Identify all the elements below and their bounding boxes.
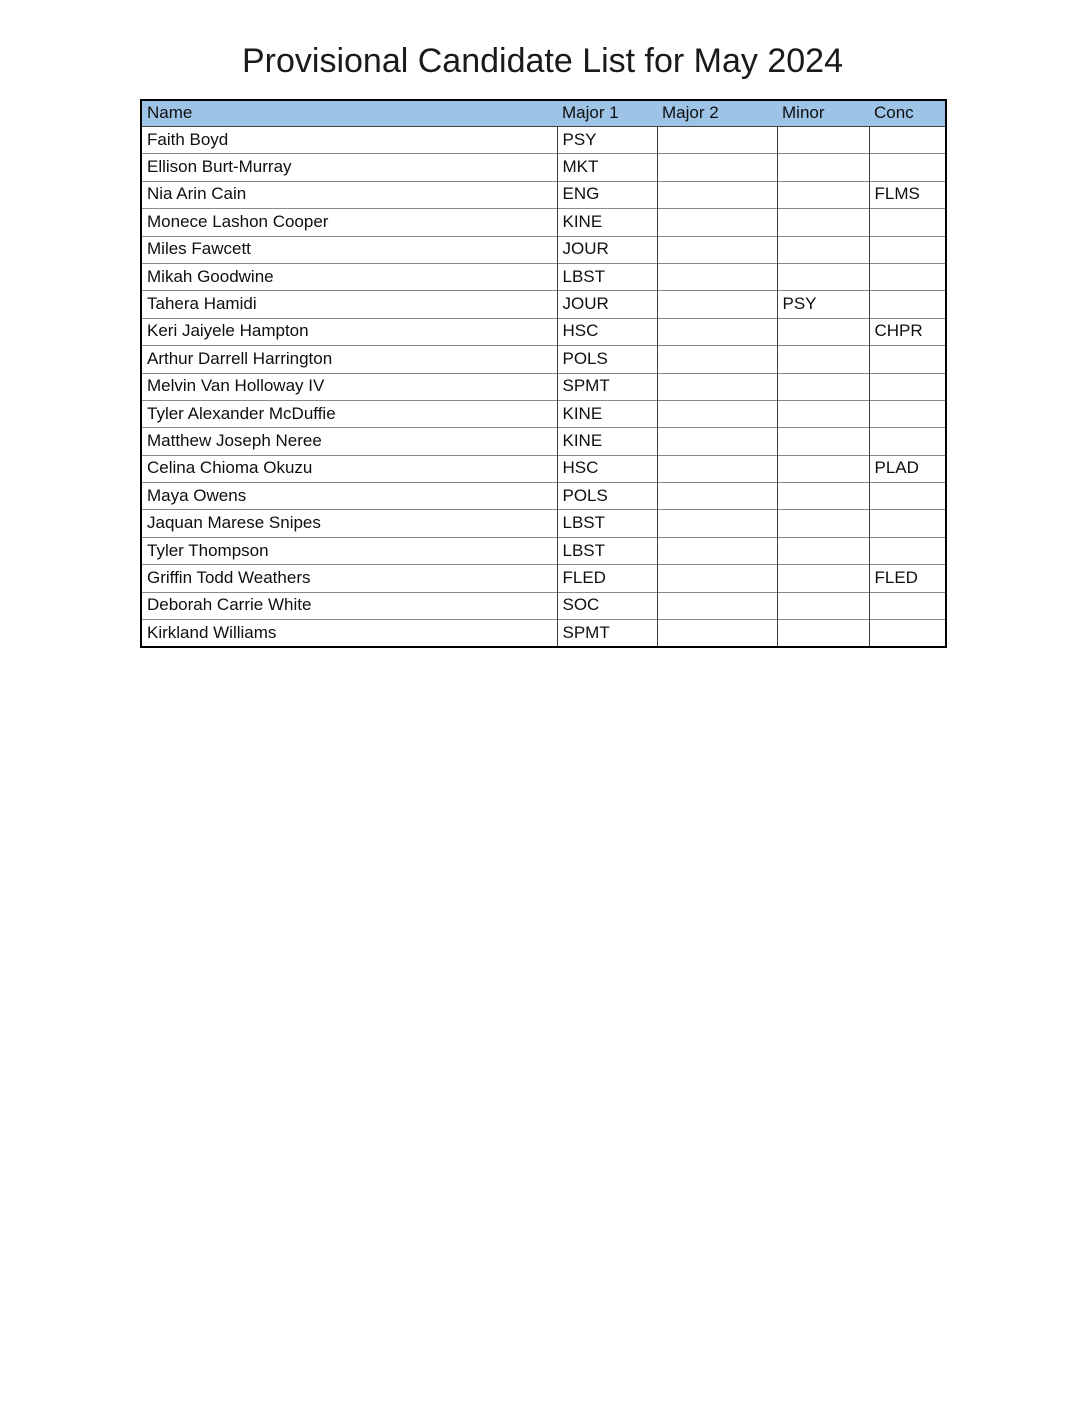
cell-minor — [777, 181, 869, 208]
cell-major2 — [657, 537, 777, 564]
cell-minor — [777, 346, 869, 373]
cell-minor — [777, 263, 869, 290]
cell-major1: MKT — [557, 154, 657, 181]
cell-conc — [869, 483, 946, 510]
cell-conc: FLMS — [869, 181, 946, 208]
cell-name: Deborah Carrie White — [141, 592, 557, 619]
table-row — [141, 455, 946, 482]
table-row — [141, 209, 946, 236]
cell-major2 — [657, 620, 777, 648]
page-title: Provisional Candidate List for May 2024 — [242, 42, 843, 80]
cell-major1: KINE — [557, 400, 657, 427]
cell-conc — [869, 510, 946, 537]
table-row — [141, 154, 946, 181]
table-row — [141, 318, 946, 345]
cell-major1: PSY — [557, 127, 657, 154]
cell-conc — [869, 373, 946, 400]
table-row — [141, 620, 946, 648]
cell-major2 — [657, 127, 777, 154]
cell-name: Tahera Hamidi — [141, 291, 557, 318]
cell-minor — [777, 510, 869, 537]
cell-minor — [777, 483, 869, 510]
table-row — [141, 236, 946, 263]
cell-conc — [869, 154, 946, 181]
table-row — [141, 565, 946, 592]
cell-minor — [777, 537, 869, 564]
column-header-name: Name — [141, 100, 557, 127]
cell-name: Monece Lashon Cooper — [141, 209, 557, 236]
cell-major1: HSC — [557, 318, 657, 345]
cell-minor — [777, 455, 869, 482]
cell-major2 — [657, 373, 777, 400]
cell-major2 — [657, 592, 777, 619]
column-header-major1: Major 1 — [557, 100, 657, 127]
cell-name: Celina Chioma Okuzu — [141, 455, 557, 482]
candidate-table — [140, 99, 947, 648]
cell-major1: HSC — [557, 455, 657, 482]
column-header-minor: Minor — [777, 100, 869, 127]
cell-conc: CHPR — [869, 318, 946, 345]
cell-major2 — [657, 510, 777, 537]
cell-conc: FLED — [869, 565, 946, 592]
cell-minor — [777, 373, 869, 400]
table-row — [141, 373, 946, 400]
cell-major1: LBST — [557, 263, 657, 290]
table-row — [141, 592, 946, 619]
table-row — [141, 291, 946, 318]
table-row — [141, 346, 946, 373]
cell-major1: FLED — [557, 565, 657, 592]
cell-name: Faith Boyd — [141, 127, 557, 154]
cell-major2 — [657, 291, 777, 318]
column-header-major2: Major 2 — [657, 100, 777, 127]
table-body — [141, 127, 946, 648]
cell-minor — [777, 127, 869, 154]
cell-conc — [869, 127, 946, 154]
cell-major1: LBST — [557, 537, 657, 564]
cell-major1: SOC — [557, 592, 657, 619]
cell-major2 — [657, 181, 777, 208]
table-row — [141, 483, 946, 510]
cell-major1: SPMT — [557, 620, 657, 648]
cell-major2 — [657, 455, 777, 482]
cell-minor — [777, 154, 869, 181]
cell-minor — [777, 318, 869, 345]
cell-major1: ENG — [557, 181, 657, 208]
cell-conc — [869, 346, 946, 373]
column-header-conc: Conc — [869, 100, 946, 127]
cell-name: Tyler Alexander McDuffie — [141, 400, 557, 427]
cell-conc — [869, 400, 946, 427]
cell-name: Ellison Burt-Murray — [141, 154, 557, 181]
cell-major2 — [657, 154, 777, 181]
cell-conc — [869, 620, 946, 648]
cell-major1: JOUR — [557, 236, 657, 263]
cell-major2 — [657, 263, 777, 290]
cell-minor: PSY — [777, 291, 869, 318]
table-row — [141, 400, 946, 427]
table-row — [141, 537, 946, 564]
cell-name: Arthur Darrell Harrington — [141, 346, 557, 373]
cell-conc — [869, 428, 946, 455]
cell-name: Kirkland Williams — [141, 620, 557, 648]
cell-conc: PLAD — [869, 455, 946, 482]
cell-major1: SPMT — [557, 373, 657, 400]
cell-minor — [777, 565, 869, 592]
cell-conc — [869, 291, 946, 318]
cell-name: Griffin Todd Weathers — [141, 565, 557, 592]
cell-minor — [777, 236, 869, 263]
cell-major1: LBST — [557, 510, 657, 537]
cell-name: Jaquan Marese Snipes — [141, 510, 557, 537]
cell-name: Mikah Goodwine — [141, 263, 557, 290]
cell-major2 — [657, 318, 777, 345]
cell-conc — [869, 537, 946, 564]
cell-name: Miles Fawcett — [141, 236, 557, 263]
cell-major1: POLS — [557, 346, 657, 373]
cell-name: Nia Arin Cain — [141, 181, 557, 208]
cell-minor — [777, 400, 869, 427]
cell-major2 — [657, 236, 777, 263]
cell-minor — [777, 592, 869, 619]
table-row — [141, 263, 946, 290]
cell-major2 — [657, 209, 777, 236]
cell-major2 — [657, 483, 777, 510]
cell-major1: KINE — [557, 209, 657, 236]
cell-conc — [869, 236, 946, 263]
cell-name: Keri Jaiyele Hampton — [141, 318, 557, 345]
cell-major2 — [657, 565, 777, 592]
cell-major2 — [657, 400, 777, 427]
table-row — [141, 428, 946, 455]
cell-major1: JOUR — [557, 291, 657, 318]
cell-name: Tyler Thompson — [141, 537, 557, 564]
cell-conc — [869, 263, 946, 290]
table-row — [141, 127, 946, 154]
cell-conc — [869, 209, 946, 236]
cell-name: Melvin Van Holloway IV — [141, 373, 557, 400]
cell-minor — [777, 428, 869, 455]
cell-major2 — [657, 346, 777, 373]
cell-major1: POLS — [557, 483, 657, 510]
cell-name: Matthew Joseph Neree — [141, 428, 557, 455]
table-row — [141, 510, 946, 537]
cell-minor — [777, 620, 869, 648]
table-header — [141, 100, 946, 127]
cell-minor — [777, 209, 869, 236]
cell-name: Maya Owens — [141, 483, 557, 510]
table-row — [141, 181, 946, 208]
cell-conc — [869, 592, 946, 619]
header-row — [141, 100, 946, 127]
cell-major1: KINE — [557, 428, 657, 455]
cell-major2 — [657, 428, 777, 455]
